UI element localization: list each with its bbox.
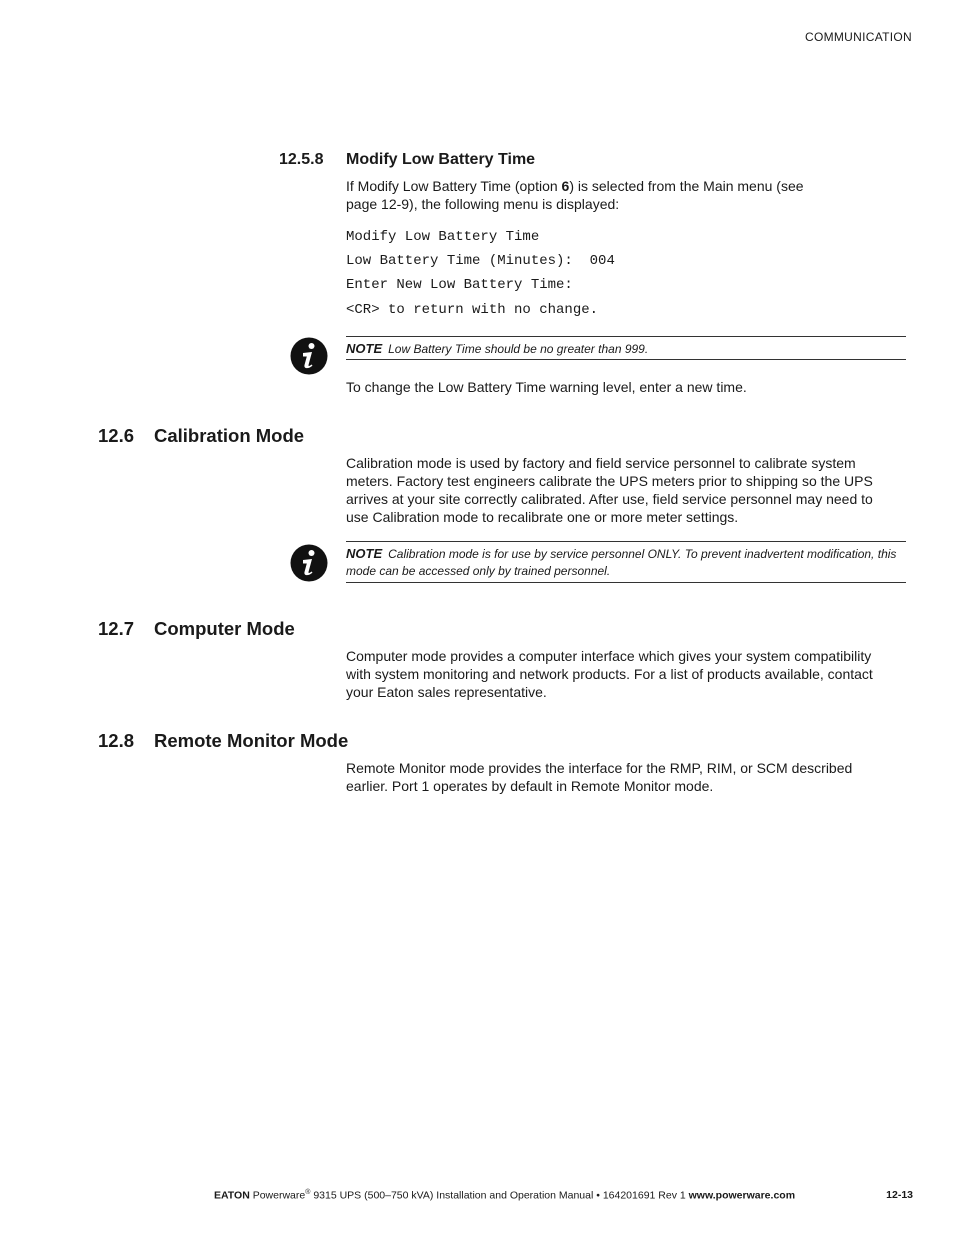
intro-text-start: If Modify Low Battery Time (option xyxy=(346,178,562,194)
section-number: 12.6 xyxy=(98,425,135,446)
section-title: Remote Monitor Mode xyxy=(154,730,349,751)
section-title: Calibration Mode xyxy=(154,425,305,446)
intro-text-line2: page 12-9), the following menu is displayed: xyxy=(346,196,620,212)
section-number: 12.7 xyxy=(98,618,135,639)
info-icon xyxy=(290,544,328,582)
section-number: 12.5.8 xyxy=(279,151,324,168)
section-12-5-8-after-text: To change the Low Battery Time warning level, enter a new time. xyxy=(346,379,747,395)
section-12-6-body xyxy=(346,454,912,526)
note-text-line1: Calibration mode is for use by service personnel ONLY. To prevent inadvertent modification, this xyxy=(388,547,897,561)
page-footer xyxy=(214,1189,795,1202)
section-12-7-body xyxy=(346,647,912,701)
note-text: Low Battery Time should be no greater than 999. xyxy=(388,342,649,356)
menu-line-4: <CR> to return with no change. xyxy=(346,302,599,318)
running-header: COMMUNICATION xyxy=(804,30,912,44)
footer-manual-title: 9315 UPS (500–750 kVA) Installation and Operation Manual • 164201691 Rev 1 xyxy=(310,1189,689,1202)
body-line: Computer mode provides a computer interface which gives your system compatibility xyxy=(346,648,872,664)
note-low-battery xyxy=(346,336,906,360)
option-number: 6 xyxy=(561,178,570,194)
page-number: 12-13 xyxy=(886,1189,913,1201)
intro-text-end: ) is selected from the Main menu (see xyxy=(569,178,804,194)
section-title: Modify Low Battery Time xyxy=(346,151,536,168)
menu-line-2: Low Battery Time (Minutes): 004 xyxy=(346,253,615,269)
section-12-5-8-heading xyxy=(279,151,535,169)
info-icon xyxy=(290,337,328,375)
section-title: Computer Mode xyxy=(154,618,295,639)
section-12-5-8-intro xyxy=(346,177,912,213)
note-calibration xyxy=(346,541,906,583)
body-line: use Calibration mode to recalibrate one or more meter settings. xyxy=(346,509,739,525)
footer-website-link[interactable]: www.powerware.com xyxy=(688,1189,796,1202)
body-line: your Eaton sales representative. xyxy=(346,684,547,700)
menu-line-3: Enter New Low Battery Time: xyxy=(346,277,573,293)
note-label: NOTE xyxy=(346,341,383,356)
body-line: Remote Monitor mode provides the interface for the RMP, RIM, or SCM described xyxy=(346,760,853,776)
body-line: Calibration mode is used by factory and field service personnel to calibrate system xyxy=(346,455,856,471)
footer-registered-mark: ® xyxy=(305,1189,311,1196)
body-line: with system monitoring and network products. For a list of products available, contact xyxy=(346,666,873,682)
section-12-7-heading xyxy=(98,618,295,640)
note-text-line2: mode can be accessed only by trained personnel. xyxy=(346,564,611,578)
section-12-8-body xyxy=(346,759,912,795)
body-line: arrives at your site correctly calibrated. After use, field service personnel may need to xyxy=(346,491,873,507)
body-line: earlier. Port 1 operates by default in Remote Monitor mode. xyxy=(346,778,714,794)
body-line: meters. Factory test engineers calibrate the UPS meters prior to shipping so the UPS xyxy=(346,473,873,489)
menu-line-1: Modify Low Battery Time xyxy=(346,229,540,245)
section-number: 12.8 xyxy=(98,730,135,751)
section-12-8-heading xyxy=(98,730,348,752)
note-label: NOTE xyxy=(346,546,383,561)
footer-product: Powerware xyxy=(249,1189,306,1202)
section-12-6-heading xyxy=(98,425,304,447)
footer-brand: EATON xyxy=(214,1189,250,1202)
